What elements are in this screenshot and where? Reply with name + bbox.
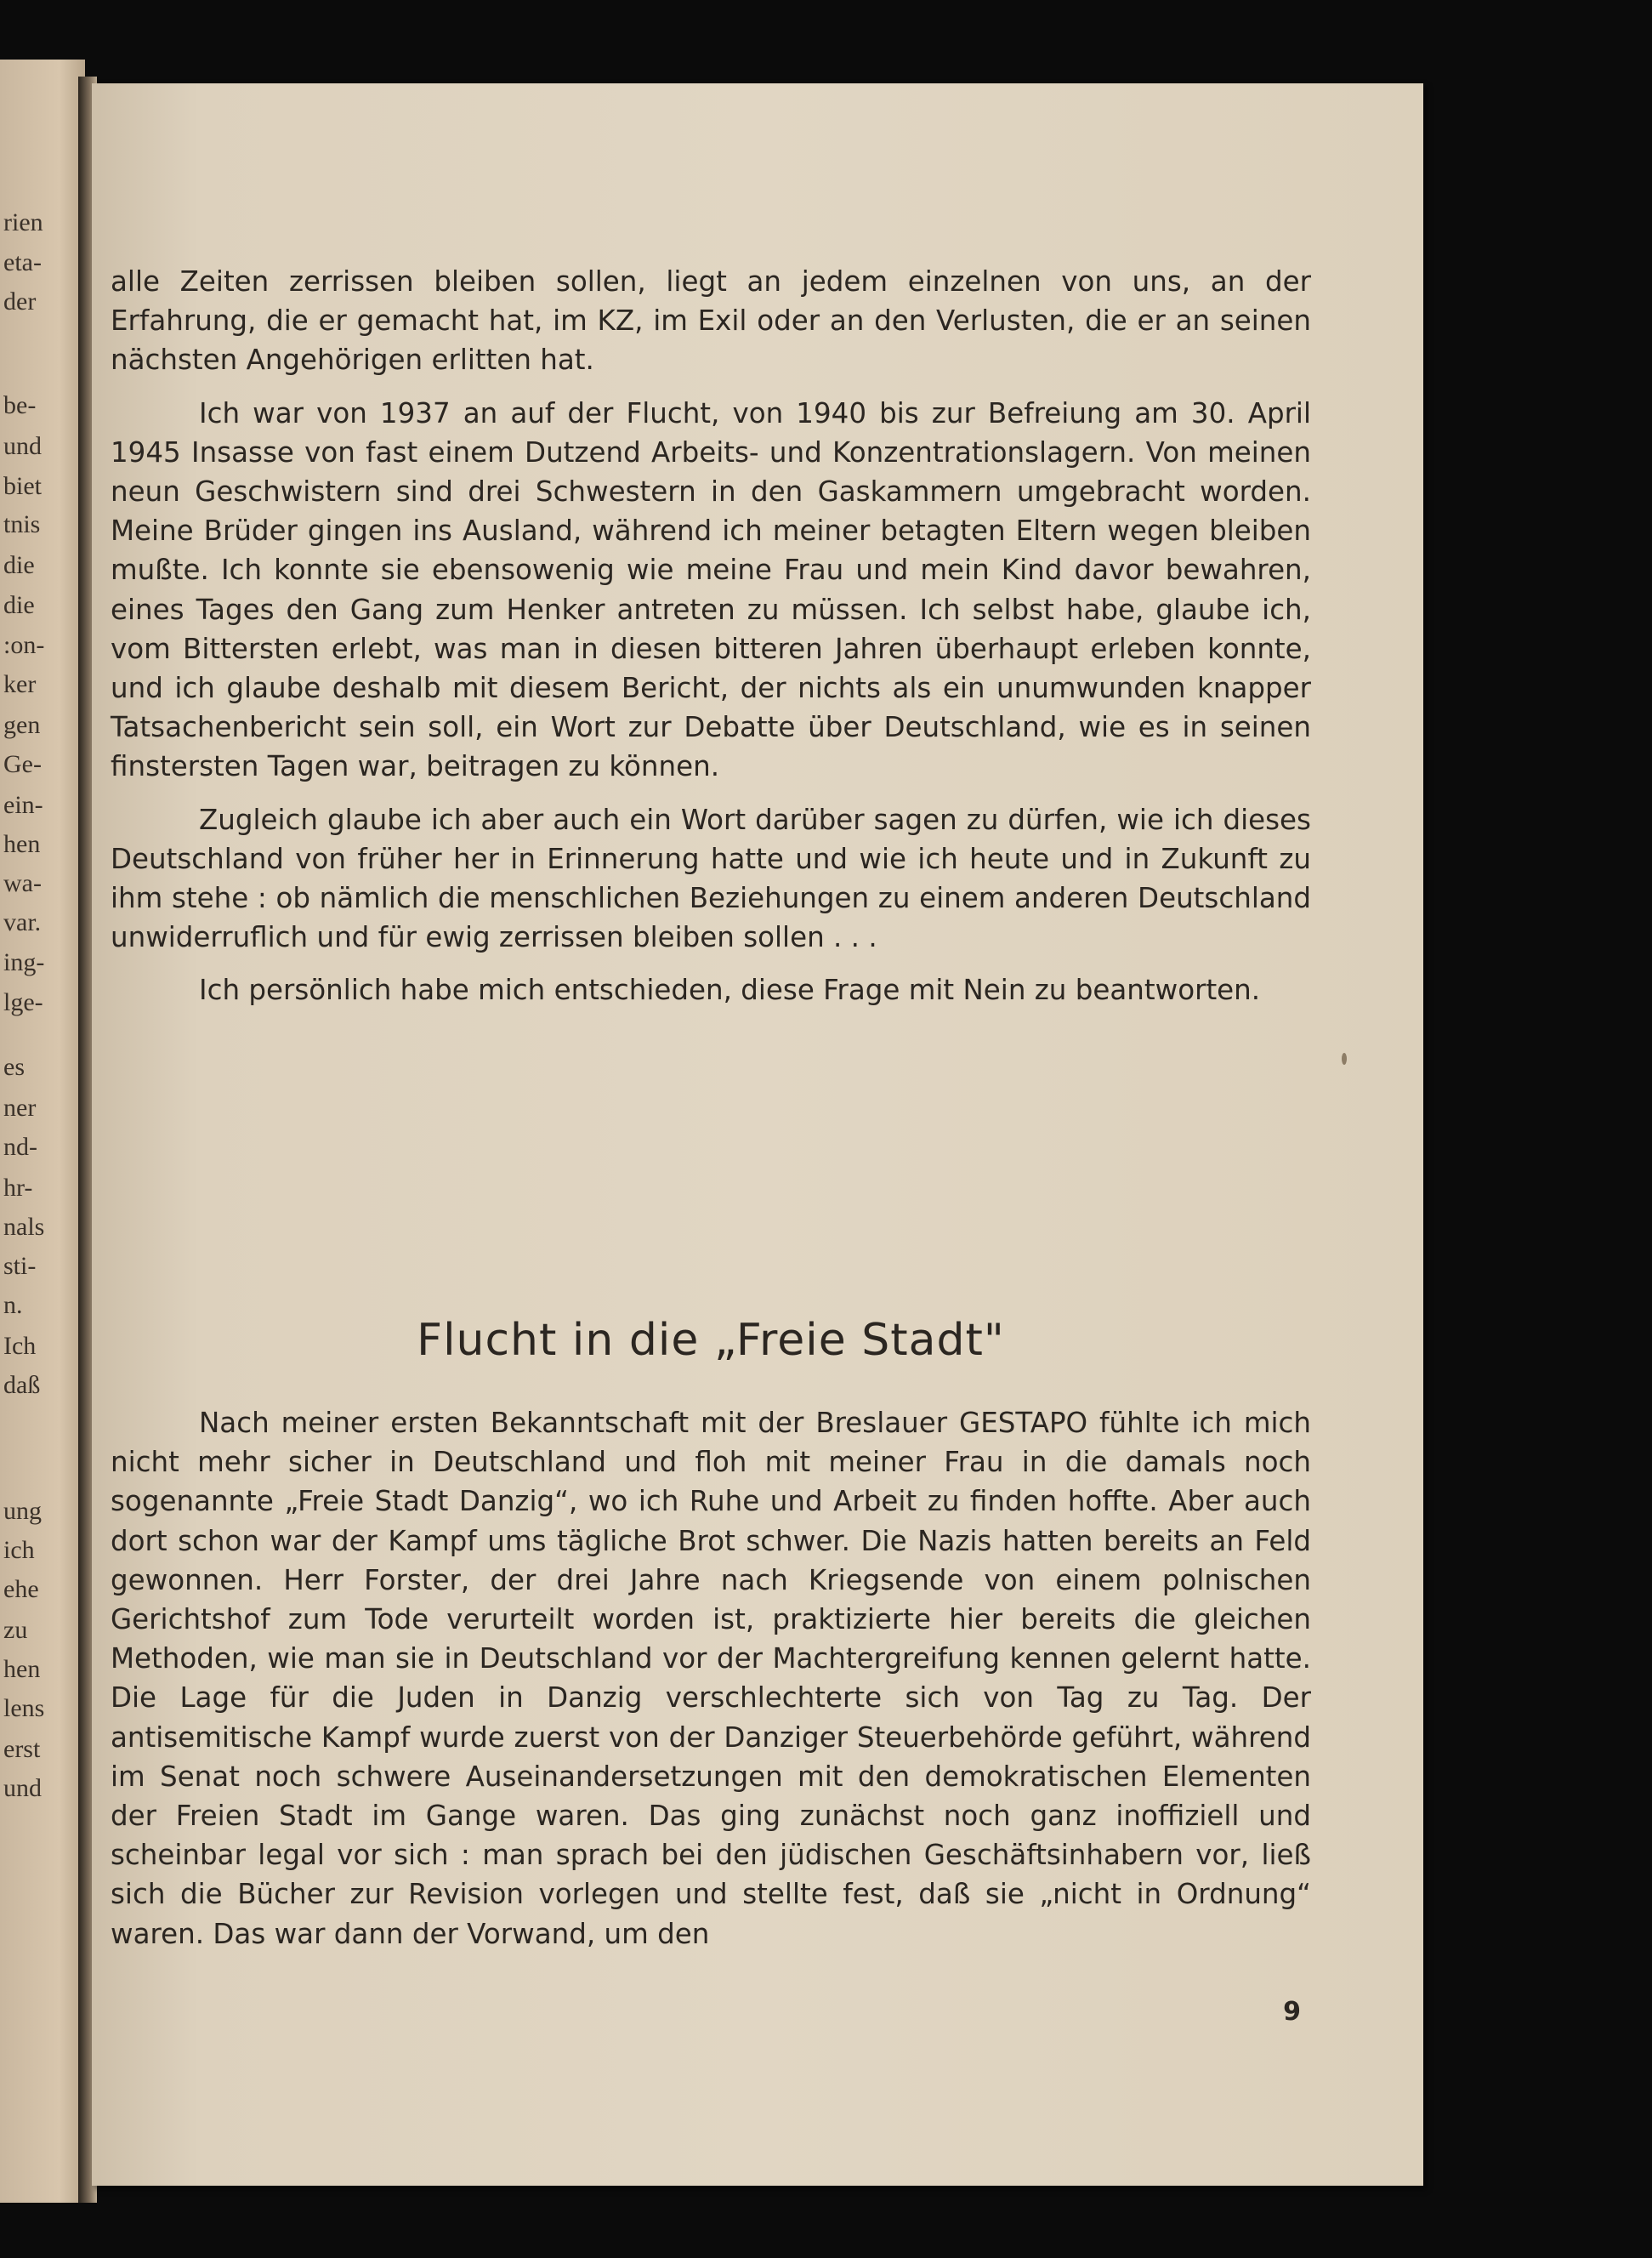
paragraph-4: Ich persönlich habe mich entschieden, diese Frage mit Nein zu beantworten. (199, 974, 1261, 1007)
previous-page-fragment: hr- (3, 1174, 33, 1202)
previous-page-fragment: Ich (3, 1332, 37, 1360)
previous-page-fragment: Ge- (3, 750, 42, 778)
previous-page-fragment: erst (3, 1735, 41, 1763)
book-page (92, 83, 1423, 2186)
previous-page-fragment: daß (3, 1371, 41, 1399)
previous-page-fragment: die (3, 591, 35, 619)
previous-page-fragment: var. (3, 908, 42, 936)
section-heading: Flucht in die „Freie Stadt" (417, 1315, 1005, 1366)
previous-page-fragment: gen (3, 711, 41, 739)
previous-page-fragment: tnis (3, 510, 41, 538)
previous-page-fragment: be- (3, 391, 37, 419)
previous-page-fragment: zu (3, 1616, 28, 1644)
previous-page-fragment: die (3, 551, 35, 579)
previous-page-fragment: rien (3, 208, 43, 236)
paper-speck (1342, 1053, 1347, 1065)
paragraph-1: alle Zeiten zerrissen bleiben sollen, liegt an jedem einzelnen von uns, an der Erfahrung, die er gemacht hat, im KZ, im Exil oder an den Verlusten, die er an seinen nächsten Angehörigen erlitten hat. (111, 265, 1311, 377)
previous-page-fragment: hen (3, 830, 41, 858)
previous-page-fragment: nd- (3, 1133, 37, 1161)
previous-page-fragment: lge- (3, 988, 43, 1016)
previous-page-fragment: n. (3, 1291, 23, 1319)
section-body-text (111, 1403, 1311, 1954)
previous-page-fragment: ich (3, 1536, 35, 1564)
previous-page-fragment: es (3, 1053, 25, 1081)
previous-page-fragment: biet (3, 472, 42, 500)
previous-page-edge (0, 60, 85, 2203)
page-body-text (111, 262, 1311, 1010)
paragraph-3: Zugleich glaube ich aber auch ein Wort darüber sagen zu dürfen, wie ich dieses Deutschland von früher her in Erinnerung hatte und wie ich heute und in Zukunft zu ihm stehe : ob nämlich die menschlichen Beziehungen zu einem anderen Deutschland unwiderruflich und für ewig zerrissen bleiben sollen . . . (111, 803, 1311, 954)
paragraph-2: Ich war von 1937 an auf der Flucht, von 1940 bis zur Befreiung am 30. April 1945 Insasse von fast einem Dutzend Arbeits- und Konzentrationslagern. Von meinen neun Geschwistern sind drei Schwestern in den Gaskammern umgebracht worden. Meine Brüder gingen ins Ausland, während ich meiner betagten Eltern wegen bleiben mußte. Ich konnte sie ebensowenig wie meine Frau und mein Kind davor bewahren, eines Tages den Gang zum Henker antreten zu müssen. Ich selbst habe, glaube ich, vom Bittersten erlebt, was man in diesen bitteren Jahren überhaupt erleben konnte, und ich glaube deshalb mit diesem Bericht, der nichts als ein unumwunden knapper Tatsachenbericht sein soll, ein Wort zur Debatte über Deutschland, wie es in seinen finstersten Tagen war, beitragen zu können. (111, 396, 1311, 783)
previous-page-fragment: ner (3, 1094, 37, 1122)
previous-page-fragment: eta- (3, 248, 42, 276)
previous-page-fragment: nals (3, 1213, 45, 1241)
previous-page-fragment: ker (3, 670, 37, 698)
page-number: 9 (1283, 1997, 1301, 2027)
previous-page-fragment: hen (3, 1655, 41, 1683)
previous-page-fragment: wa- (3, 869, 42, 897)
previous-page-fragment: ung (3, 1497, 42, 1525)
previous-page-fragment: ing- (3, 948, 45, 976)
section-paragraph: Nach meiner ersten Bekanntschaft mit der Breslauer GESTAPO fühlte ich mich nicht mehr sicher in Deutschland und floh mit meiner Frau in die damals noch sogenannte „Freie Stadt Danzig“, wo ich Ruhe und Arbeit zu finden hoffte. Aber auch dort schon war der Kampf ums tägliche Brot schwer. Die Nazis hatten bereits an Feld gewonnen. Herr Forster, der drei Jahre nach Kriegsende von einem polnischen Gerichtshof zum Tode verurteilt worden ist, praktizierte hier bereits die gleichen Methoden, wie man sie in Deutschland vor der Machtergreifung kennen gelernt hatte. Die Lage für die Juden in Danzig verschlechterte sich von Tag zu Tag. Der antisemitische Kampf wurde zuerst von der Danziger Steuerbehörde geführt, während im Senat noch schwere Auseinandersetzungen mit den demokratischen Elementen der Freien Stadt im Gange waren. Das ging zunächst noch ganz inoffiziell und scheinbar legal vor sich : man sprach bei den jüdischen Geschäftsinhabern vor, ließ sich die Bücher zur Revision vorlegen und stellte fest, daß sie „nicht in Ordnung“ waren. Das war dann der Vorwand, um den (111, 1407, 1311, 1950)
previous-page-fragment: sti- (3, 1252, 37, 1280)
previous-page-fragment: lens (3, 1694, 45, 1722)
previous-page-fragment: und (3, 432, 42, 460)
previous-page-fragment: ein- (3, 791, 43, 819)
previous-page-fragment: und (3, 1774, 42, 1802)
previous-page-fragment: ehe (3, 1575, 39, 1603)
previous-page-fragment: :on- (3, 631, 45, 659)
previous-page-fragment: der (3, 287, 37, 316)
